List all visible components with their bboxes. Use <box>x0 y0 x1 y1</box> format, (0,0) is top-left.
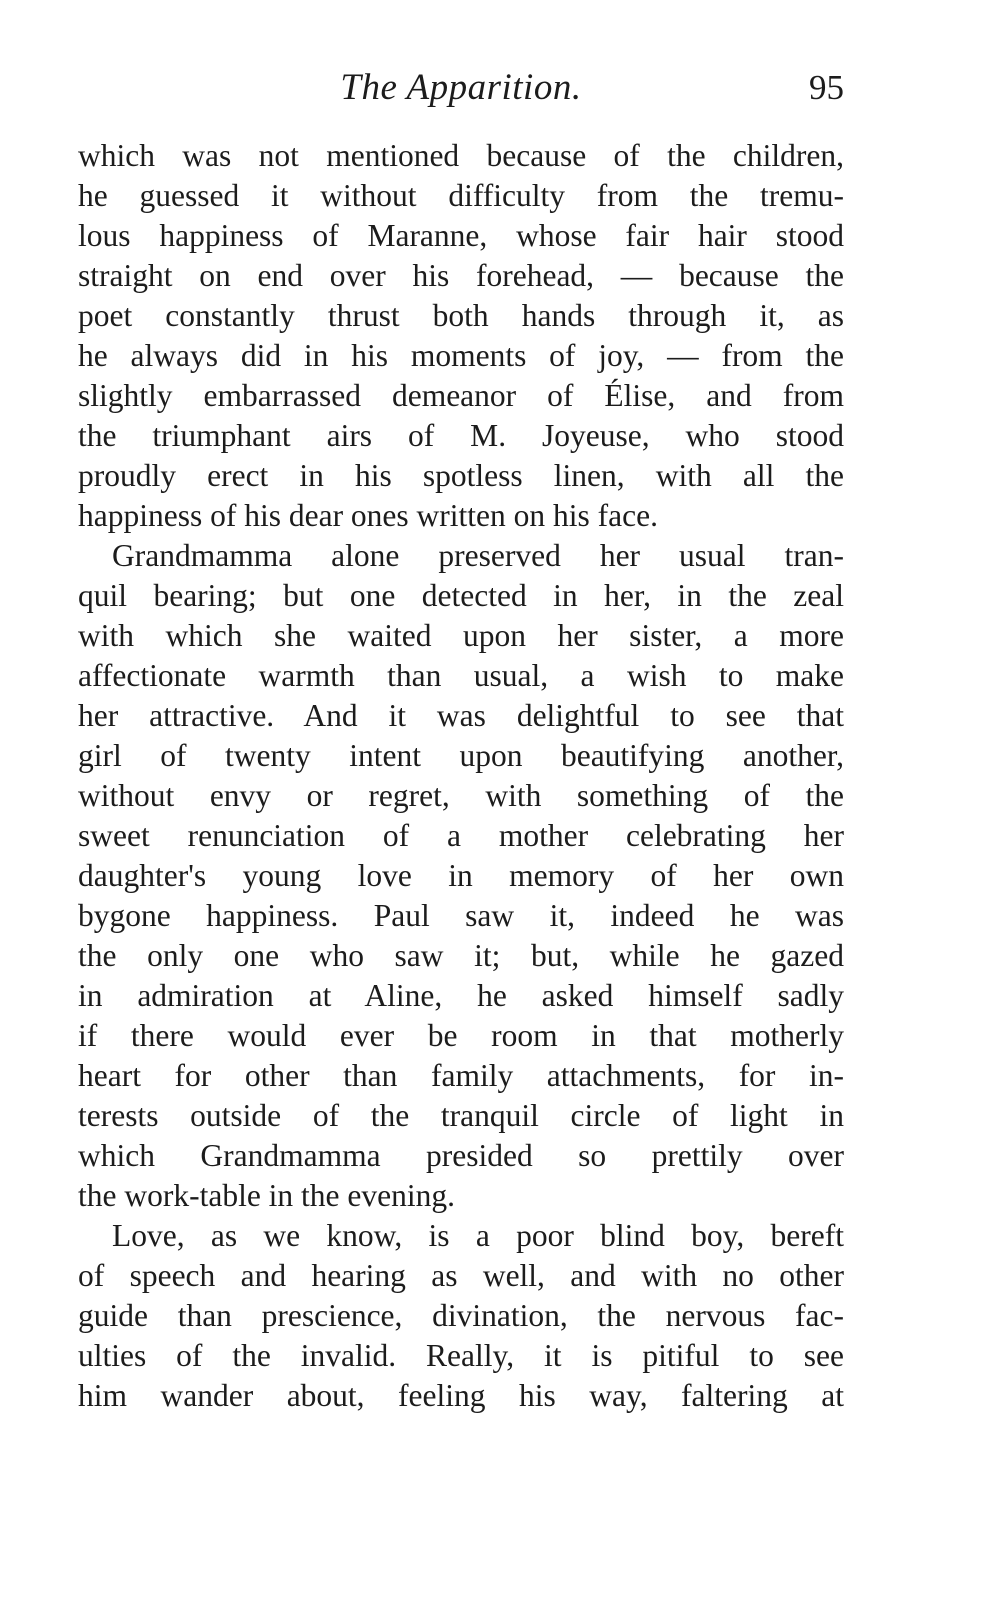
text-line: of speech and hearing as well, and with no other <box>78 1258 844 1293</box>
text-line: sweet renunciation of a mother celebrating her <box>78 818 844 853</box>
text-line: proudly erect in his spotless linen, with all the <box>78 458 844 493</box>
text-line: if there would ever be room in that motherly <box>78 1018 844 1053</box>
text-line: straight on end over his forehead, — because the <box>78 258 844 293</box>
paragraph-start-line: Grandmamma alone preserved her usual tran- <box>112 538 844 573</box>
page-header <box>78 66 844 116</box>
text-line: quil bearing; but one detected in her, in the zeal <box>78 578 844 613</box>
text-line: terests outside of the tranquil circle of light in <box>78 1098 844 1133</box>
text-line: lous happiness of Maranne, whose fair hair stood <box>78 218 844 253</box>
text-line: poet constantly thrust both hands through it, as <box>78 298 844 333</box>
text-line: slightly embarrassed demeanor of Élise, and from <box>78 378 844 413</box>
running-title: The Apparition. <box>340 67 582 108</box>
text-line: he always did in his moments of joy, — from the <box>78 338 844 373</box>
body-text <box>78 136 844 1416</box>
text-line: her attractive. And it was delightful to see that <box>78 698 844 733</box>
text-line: bygone happiness. Paul saw it, indeed he was <box>78 898 844 933</box>
text-line: with which she waited upon her sister, a more <box>78 618 844 653</box>
text-line: him wander about, feeling his way, faltering at <box>78 1378 844 1413</box>
page-number: 95 <box>809 68 844 107</box>
text-line: guide than prescience, divination, the nervous fac- <box>78 1298 844 1333</box>
text-line: the only one who saw it; but, while he gazed <box>78 938 844 973</box>
text-line: heart for other than family attachments, for in- <box>78 1058 844 1093</box>
text-line: affectionate warmth than usual, a wish to make <box>78 658 844 693</box>
text-line: daughter's young love in memory of her own <box>78 858 844 893</box>
text-line: without envy or regret, with something of the <box>78 778 844 813</box>
text-line: which was not mentioned because of the children, <box>78 138 844 173</box>
text-line: the triumphant airs of M. Joyeuse, who stood <box>78 418 844 453</box>
paragraph-start-line: Love, as we know, is a poor blind boy, bereft <box>112 1218 844 1253</box>
text-line: in admiration at Aline, he asked himself sadly <box>78 978 844 1013</box>
paragraph-end-line: happiness of his dear ones written on his face. <box>78 498 658 533</box>
paragraph-end-line: the work-table in the evening. <box>78 1178 456 1213</box>
text-line: he guessed it without difficulty from the tremu- <box>78 178 844 213</box>
text-line: which Grandmamma presided so prettily over <box>78 1138 844 1173</box>
text-line: ulties of the invalid. Really, it is pitiful to see <box>78 1338 844 1373</box>
text-line: girl of twenty intent upon beautifying another, <box>78 738 844 773</box>
